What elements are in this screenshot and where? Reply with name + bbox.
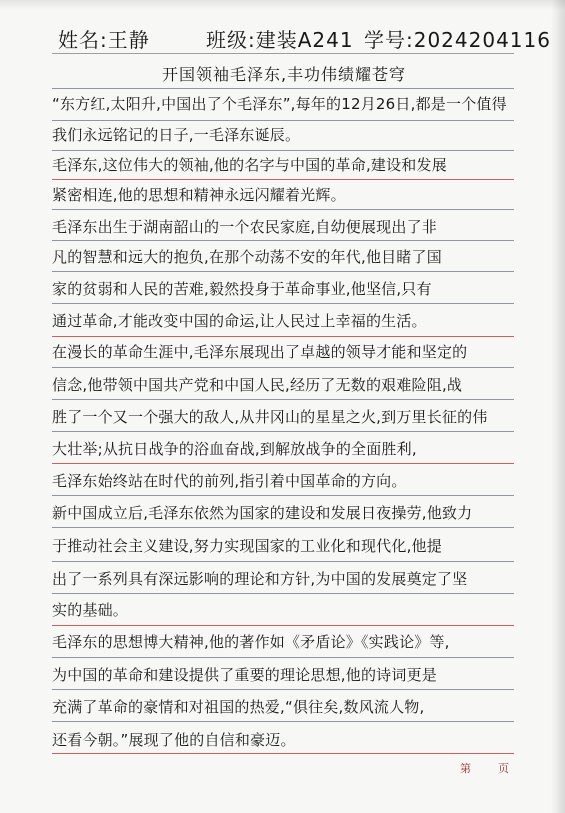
ruled-line xyxy=(52,753,514,754)
essay-line: 在漫长的革命生涯中,毛泽东展现出了卓越的领导才能和坚定的 xyxy=(52,343,468,361)
essay-line: 于推动社会主义建设,努力实现国家的工业化和现代化,他提 xyxy=(52,537,442,555)
essay-line: 充满了革命的豪情和对祖国的热爱,“俱往矣,数风流人物, xyxy=(52,698,425,716)
ruled-line xyxy=(52,336,514,337)
essay-line: 毛泽东始终站在时代的前列,指引着中国革命的方向。 xyxy=(52,472,407,490)
ruled-line xyxy=(52,721,514,722)
student-id: 学号:2024204116 xyxy=(364,28,551,52)
essay-line: 通过革命,才能改变中国的命运,让人民过上幸福的生活。 xyxy=(52,312,427,330)
essay-line: 毛泽东,这位伟大的领袖,他的名字与中国的革命,建设和发展 xyxy=(52,156,447,174)
ruled-line xyxy=(52,689,514,690)
ruled-line xyxy=(52,431,514,432)
page-edge-shadow xyxy=(551,0,565,813)
essay-line: 大壮举;从抗日战争的浴血奋战,到解放战争的全面胜利, xyxy=(52,440,417,458)
essay-line: “东方红,太阳升,中国出了个毛泽东”,每年的12月26日,都是一个值得 xyxy=(52,95,507,113)
page-label-prefix: 第 xyxy=(460,762,471,775)
essay-line: 毛泽东出生于湖南韶山的一个农民家庭,自幼便展现出了非 xyxy=(52,218,437,236)
essay-line: 毛泽东的思想博大精神,他的著作如《矛盾论》《实践论》等, xyxy=(52,633,450,651)
essay-line: 我们永远铭记的日子,一毛泽东诞辰。 xyxy=(52,126,301,144)
essay-title: 开国领袖毛泽东,丰功伟绩耀苍穹 xyxy=(161,65,407,84)
essay-line: 出了一系列具有深远影响的理论和方针,为中国的发展奠定了坚 xyxy=(52,570,468,588)
essay-line: 还看今朝。”展现了他的自信和豪迈。 xyxy=(52,731,296,749)
page-number-label xyxy=(460,760,520,778)
essay-line: 凡的智慧和远大的抱负,在那个动荡不安的年代,他目睹了国 xyxy=(52,248,442,266)
essay-line: 实的基础。 xyxy=(52,601,129,619)
essay-line: 信念,他带领中国共产党和中国人民,经历了无数的艰难险阻,战 xyxy=(52,376,463,394)
ruled-line xyxy=(52,271,514,272)
ruled-line xyxy=(52,209,514,210)
ruled-line xyxy=(52,120,514,121)
essay-line: 新中国成立后,毛泽东依然为国家的建设和发展日夜操劳,他致力 xyxy=(52,504,473,522)
ruled-line xyxy=(52,561,514,562)
ruled-line xyxy=(52,179,514,180)
student-name: 姓名:王静 xyxy=(58,28,150,52)
ruled-line xyxy=(52,463,514,464)
essay-line: 紧密相连,他的思想和精神永远闪耀着光辉。 xyxy=(52,186,346,204)
ruled-line xyxy=(52,367,514,368)
ruled-line xyxy=(52,593,514,594)
ruled-line xyxy=(52,657,514,658)
student-class: 班级:建装A241 xyxy=(206,28,354,52)
ruled-line xyxy=(52,240,514,241)
header-rule xyxy=(52,53,514,54)
essay-line: 胜了一个又一个强大的敌人,从井冈山的星星之火,到万里长征的伟 xyxy=(52,408,488,426)
page-top-shadow xyxy=(0,0,565,10)
essay-line: 家的贫弱和人民的苦难,毅然投身于革命事业,他坚信,只有 xyxy=(52,280,432,298)
ruled-line xyxy=(52,495,514,496)
ruled-line xyxy=(52,303,514,304)
ruled-line xyxy=(52,527,514,528)
student-info-header xyxy=(58,20,551,54)
essay-line: 为中国的革命和建设提供了重要的理论思想,他的诗词更是 xyxy=(52,666,437,684)
page-label-suffix: 页 xyxy=(498,762,509,775)
ruled-line xyxy=(52,399,514,400)
ruled-line xyxy=(52,150,514,151)
ruled-line xyxy=(52,625,514,626)
ruled-line xyxy=(52,88,514,89)
